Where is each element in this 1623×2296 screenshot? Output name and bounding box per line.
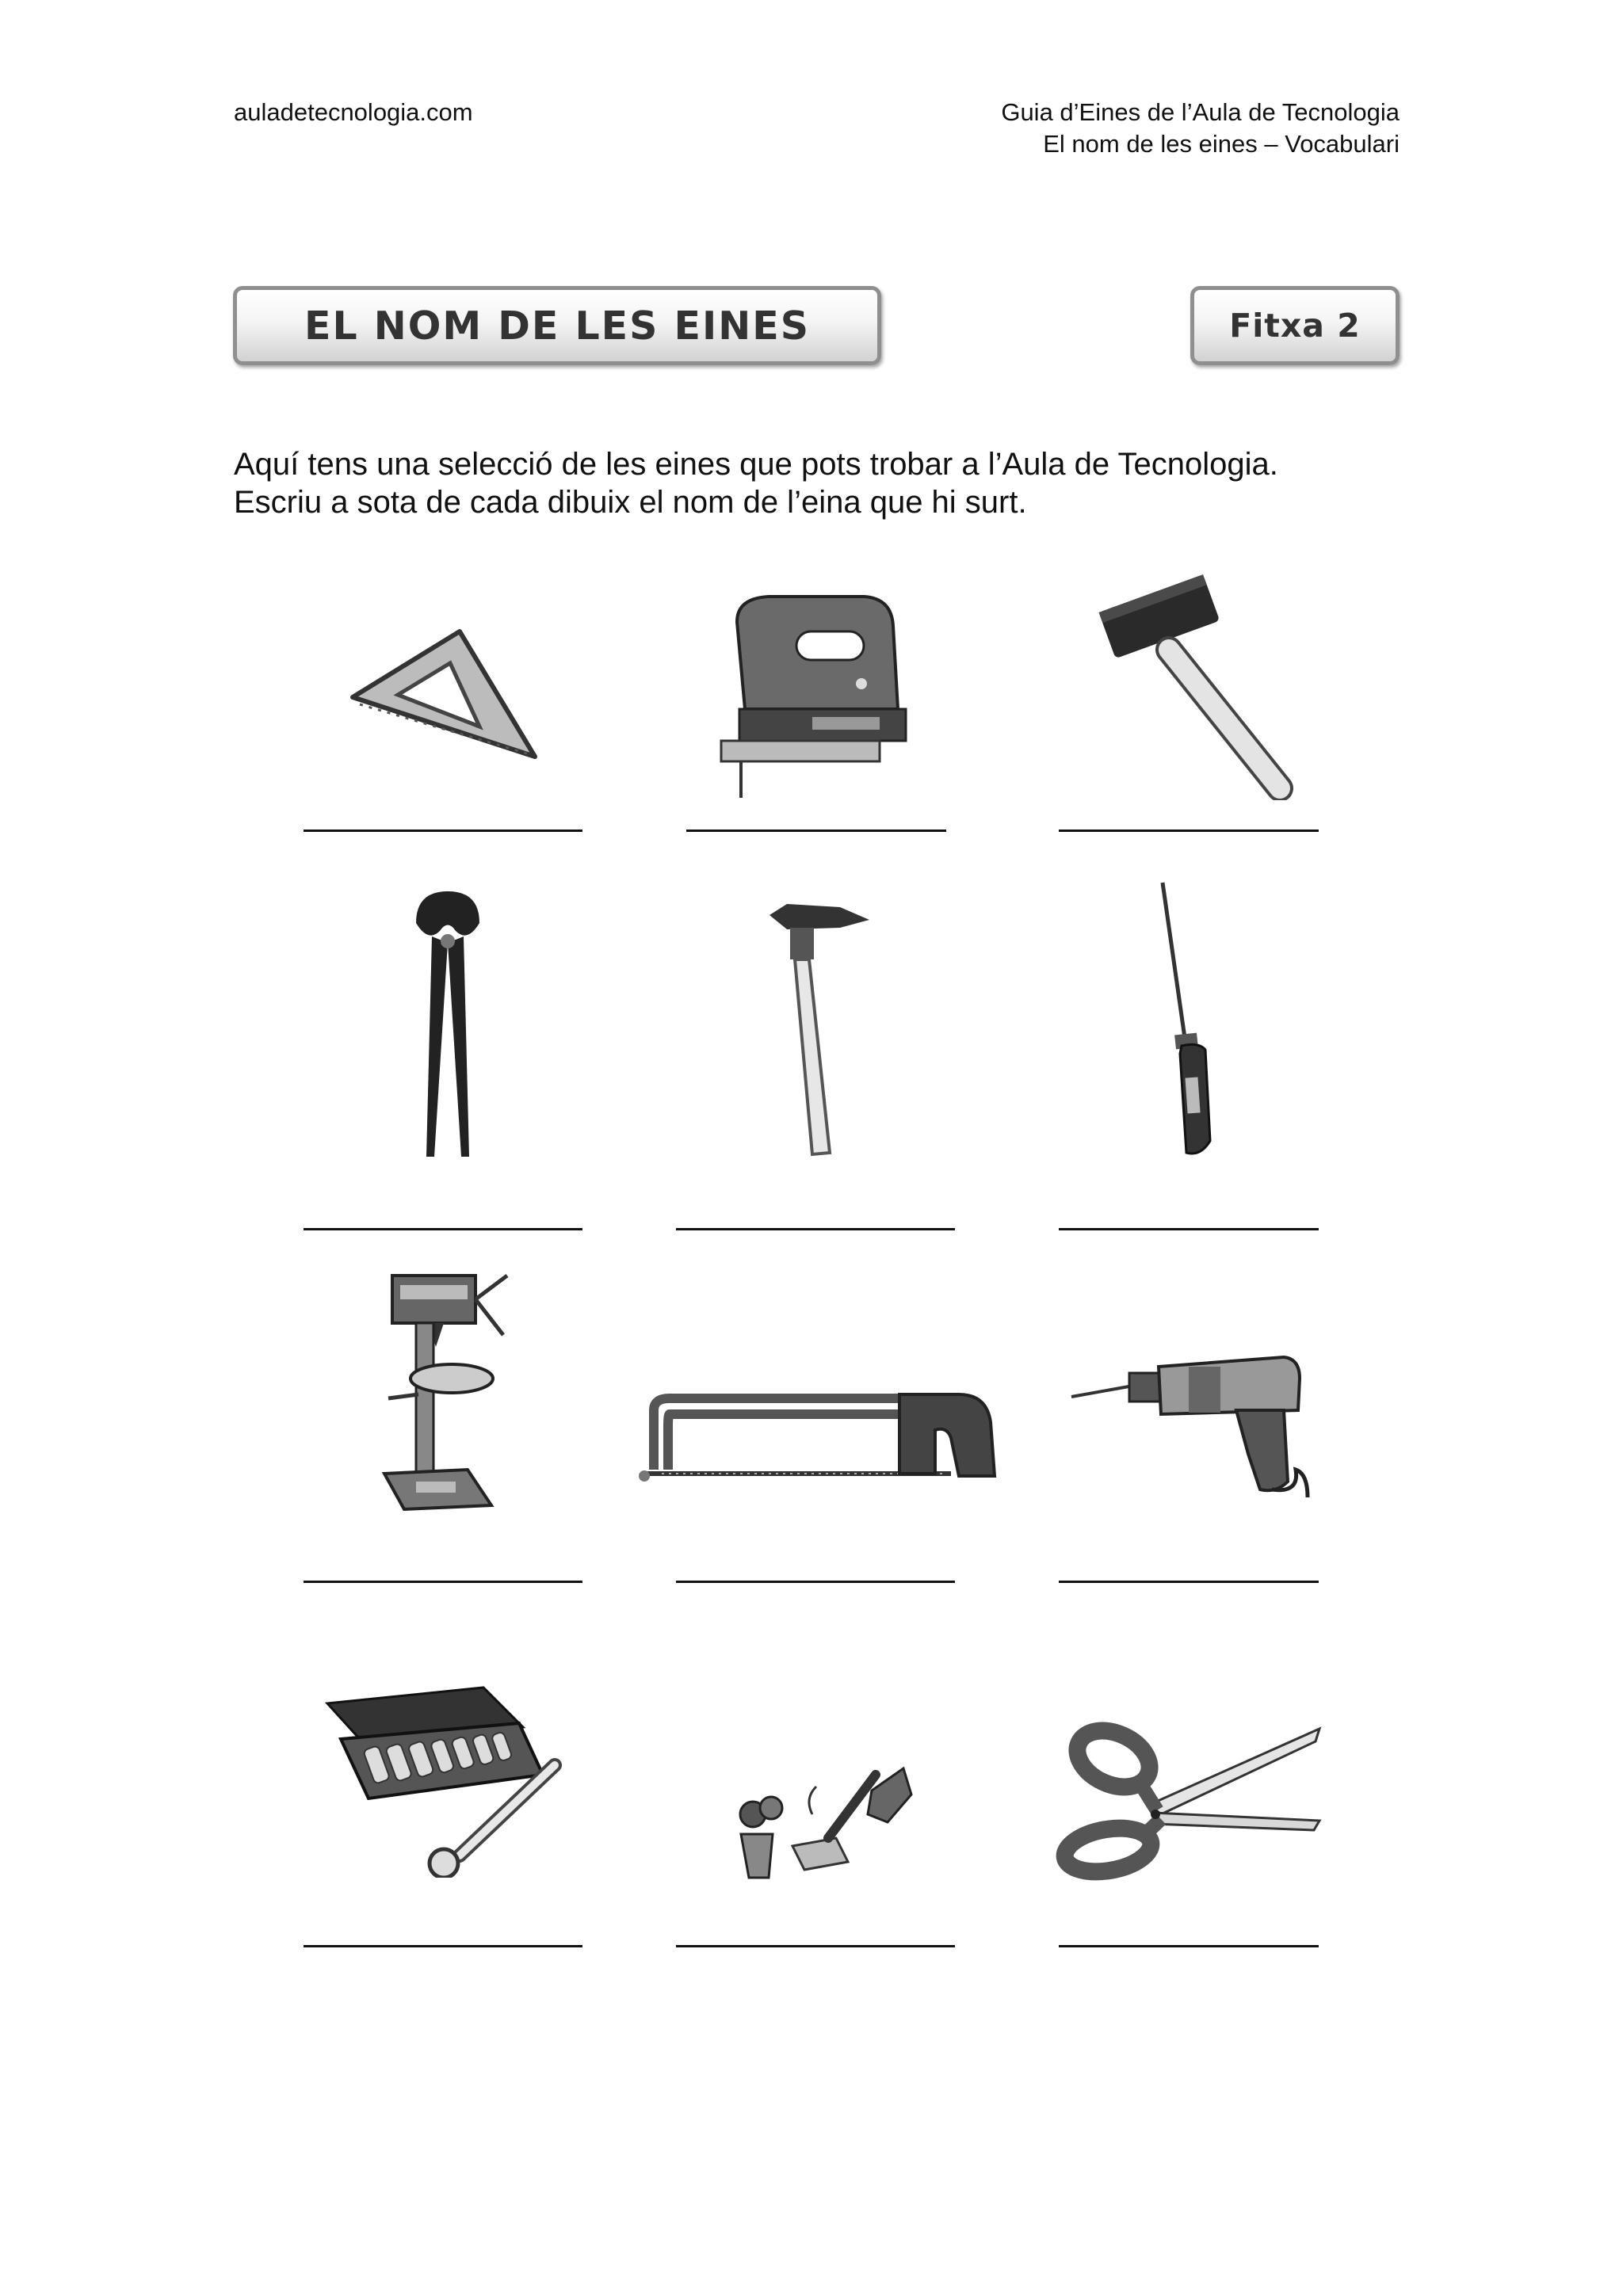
instructions-line-1: Aquí tens una selecció de les eines que pots trobar a l’Aula de Tecnologia.: [234, 447, 1278, 482]
worksheet-number: Fitxa 2: [1190, 286, 1400, 365]
answer-line-6[interactable]: [1059, 1228, 1319, 1230]
set-square-icon: [349, 622, 539, 765]
answer-line-1[interactable]: [304, 830, 582, 832]
sledgehammer-icon: [1090, 574, 1304, 800]
worksheet-title: EL NOM DE LES EINES: [233, 286, 881, 365]
guide-subtitle: El nom de les eines – Vocabulari: [1043, 130, 1400, 158]
header-titles: [1001, 97, 1400, 160]
socket-set-icon: [321, 1680, 567, 1878]
jigsaw-icon: [693, 590, 931, 800]
answer-line-5[interactable]: [676, 1228, 955, 1230]
answer-line-8[interactable]: [676, 1581, 955, 1583]
scissors-icon: [1054, 1711, 1323, 1890]
hacksaw-icon: [638, 1390, 999, 1493]
answer-line-2[interactable]: [686, 830, 946, 832]
answer-line-9[interactable]: [1059, 1581, 1319, 1583]
answer-line-3[interactable]: [1059, 830, 1319, 832]
instructions: [234, 445, 1278, 521]
pincers-icon: [404, 887, 491, 1161]
answer-line-7[interactable]: [304, 1581, 582, 1583]
answer-line-11[interactable]: [676, 1945, 955, 1947]
guide-title: Guia d’Eines de l’Aula de Tecnologia: [1001, 98, 1400, 126]
answer-line-10[interactable]: [304, 1945, 582, 1947]
answer-line-12[interactable]: [1059, 1945, 1319, 1947]
site-name: auladetecnologia.com: [234, 98, 473, 126]
hammer-icon: [765, 899, 876, 1161]
screwdriver-icon: [1153, 879, 1240, 1161]
soldering-kit-icon: [717, 1759, 915, 1890]
answer-line-4[interactable]: [304, 1228, 582, 1230]
instructions-line-2: Escriu a sota de cada dibuix el nom de l’eina que hi surt.: [234, 485, 1027, 520]
drill-press-icon: [372, 1268, 515, 1513]
electric-drill-icon: [1070, 1335, 1316, 1505]
